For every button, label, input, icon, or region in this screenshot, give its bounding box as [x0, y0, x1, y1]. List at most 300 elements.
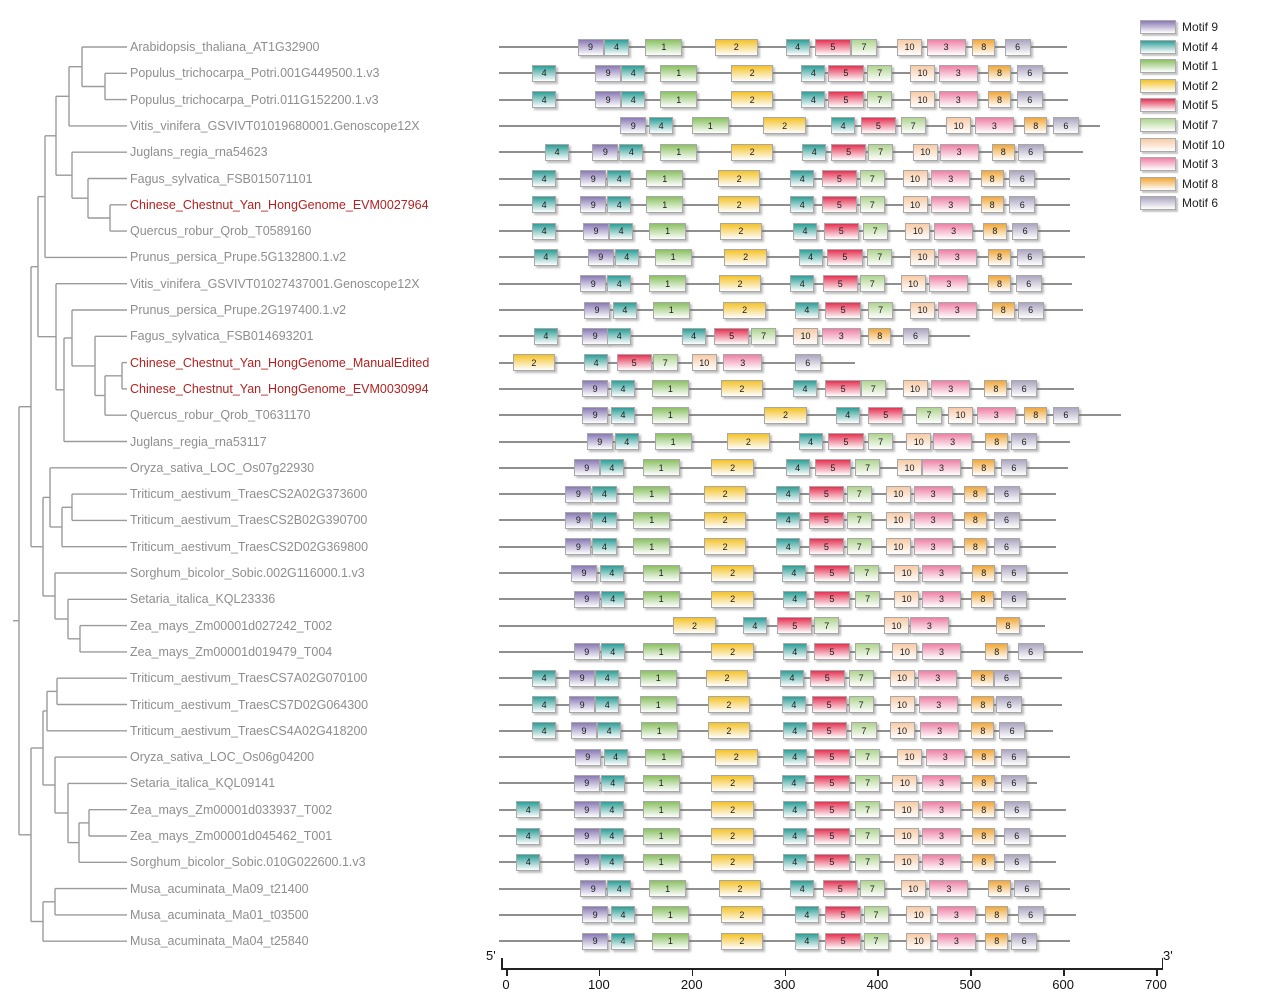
- motif-number: 9: [575, 541, 581, 552]
- motif-number: 2: [730, 778, 736, 789]
- motif-5-box: [777, 617, 812, 634]
- motif-9-box: [583, 223, 609, 240]
- motif-number: 3: [930, 541, 936, 552]
- motif-number: 2: [691, 620, 697, 631]
- motif-4-box: [611, 380, 635, 397]
- motif-9-box: [584, 302, 610, 319]
- motif-number: 4: [792, 804, 798, 815]
- motif-number: 5: [843, 94, 849, 105]
- motif-number: 4: [792, 725, 798, 736]
- motif-2-box: [673, 617, 716, 634]
- motif-number: 10: [893, 489, 904, 500]
- motif-number: 8: [997, 252, 1003, 263]
- motif-4-box: [783, 643, 807, 660]
- three-prime-label: 3': [1163, 948, 1173, 963]
- motif-10-box: [903, 380, 928, 397]
- axis-tick: [599, 970, 601, 976]
- motif-10-box: [913, 144, 938, 161]
- motif-number: 3: [938, 857, 944, 868]
- motif-number: 2: [722, 489, 728, 500]
- motif-1-box: [643, 459, 680, 476]
- motif-number: 9: [592, 936, 598, 947]
- motif-4-box: [615, 433, 639, 450]
- motif-number: 6: [1027, 252, 1033, 263]
- motif-number: 6: [1028, 646, 1034, 657]
- motif-2-box: [706, 670, 749, 687]
- motif-1-box: [643, 643, 680, 660]
- motif-3-box: [822, 328, 861, 345]
- motif-7-box: [751, 328, 776, 345]
- motif-5-box: [825, 380, 860, 397]
- motif-number: 10: [901, 804, 912, 815]
- motif-number: 4: [525, 804, 531, 815]
- axis-tick-label: 700: [1145, 977, 1167, 992]
- motif-number: 7: [878, 147, 884, 158]
- axis-tick: [970, 970, 972, 976]
- motif-number: 6: [1021, 383, 1027, 394]
- motif-7-box: [814, 617, 839, 634]
- motif-number: 4: [554, 147, 560, 158]
- motif-number: 1: [667, 936, 673, 947]
- motif-8-box: [972, 39, 995, 56]
- motif-2-box: [721, 380, 764, 397]
- motif-number: 9: [602, 147, 608, 158]
- motif-10-box: [910, 249, 935, 266]
- motif-number: 5: [826, 725, 832, 736]
- gene-line: [499, 72, 1068, 74]
- motif-3-box: [927, 39, 966, 56]
- motif-5-box: [814, 643, 849, 660]
- axis-tick-label: 500: [959, 977, 982, 992]
- motif-number: 4: [593, 357, 599, 368]
- motif-7-box: [901, 117, 926, 134]
- motif-4-box: [607, 880, 631, 897]
- motif-7-box: [855, 775, 880, 792]
- motif-number: 3: [838, 331, 844, 342]
- motif-number: 8: [981, 462, 987, 473]
- motif-number: 8: [981, 568, 987, 578]
- motif-number: 5: [829, 646, 835, 657]
- motif-4-box: [649, 117, 673, 134]
- motif-8-box: [972, 854, 995, 871]
- gene-label: Fagus_sylvatica_FSB015071101: [130, 171, 313, 186]
- motif-number: 2: [726, 725, 732, 736]
- motif-1-box: [643, 801, 680, 818]
- motif-4-box: [516, 801, 540, 818]
- motif-9-box: [582, 380, 608, 397]
- motif-7-box: [855, 801, 880, 818]
- motif-4-box: [611, 906, 635, 923]
- motif-number: 8: [877, 331, 883, 342]
- motif-number: 1: [656, 725, 662, 736]
- gene-label: Zea_mays_Zm00001d033937_T002: [130, 802, 333, 817]
- motif-number: 8: [1000, 147, 1006, 158]
- motif-number: 1: [658, 594, 664, 605]
- motif-5-box: [831, 144, 866, 161]
- motif-7-box: [861, 380, 886, 397]
- motif-number: 2: [730, 568, 736, 578]
- motif-number: 7: [824, 620, 830, 631]
- motif-number: 6: [1011, 752, 1017, 763]
- motif-7-box: [855, 828, 880, 845]
- motif-number: 4: [609, 857, 615, 868]
- motif-number: 4: [543, 331, 549, 342]
- motif-2-box: [763, 117, 806, 134]
- motif-number: 6: [1011, 568, 1017, 578]
- motif-number: 10: [917, 68, 928, 79]
- motif-number: 9: [579, 699, 585, 710]
- motif-2-box: [711, 828, 754, 845]
- motif-number: 3: [926, 620, 932, 631]
- motif-9-box: [575, 749, 601, 766]
- motif-number: 5: [829, 804, 835, 815]
- motif-1-box: [652, 906, 689, 923]
- motif-5-box: [861, 117, 896, 134]
- motif-number: 4: [543, 252, 549, 263]
- motif-number: 1: [661, 42, 667, 52]
- gene-label: Arabidopsis_thaliana_AT1G32900: [130, 40, 320, 54]
- motif-4-box: [600, 854, 624, 871]
- gene-line: [499, 625, 1045, 627]
- motif-number: 10: [899, 646, 910, 657]
- motif-6-box: [1001, 459, 1027, 476]
- motif-1-box: [633, 512, 670, 529]
- motif-4-box: [783, 801, 807, 818]
- motif-10-box: [897, 459, 922, 476]
- motif-number: 2: [730, 646, 736, 657]
- gene-label: Sorghum_bicolor_Sobic.002G116000.1.v3: [130, 566, 365, 580]
- motif-number: 10: [917, 94, 928, 105]
- motif-9-box: [565, 512, 591, 529]
- motif-4-box: [783, 722, 807, 739]
- motif-4-box: [607, 196, 631, 213]
- motif-3-box: [922, 801, 961, 818]
- motif-9-box: [565, 538, 591, 555]
- motif-10-box: [894, 591, 919, 608]
- motif-1-box: [649, 880, 686, 897]
- legend-label: Motif 8: [1182, 176, 1219, 191]
- motif-number: 4: [618, 226, 624, 237]
- motif-8-box: [988, 249, 1011, 266]
- motif-8-box: [985, 643, 1008, 660]
- legend-label: Motif 5: [1182, 98, 1219, 113]
- motif-number: 7: [873, 909, 879, 920]
- motif-number: 6: [1026, 278, 1032, 289]
- motif-6-box: [1004, 854, 1030, 871]
- motif-4-box: [604, 749, 628, 766]
- motif-4-box: [790, 196, 814, 213]
- motif-9-box: [569, 696, 595, 713]
- motif-number: 1: [658, 462, 664, 473]
- motif-1-box: [692, 117, 729, 134]
- motif-number: 4: [804, 305, 810, 315]
- motif-10-box: [903, 196, 928, 213]
- motif-4-box: [611, 407, 635, 424]
- motif-4-box: [783, 749, 807, 766]
- motif-number: 2: [531, 357, 537, 368]
- motif-7-box: [653, 354, 678, 371]
- motif-number: 2: [743, 252, 749, 263]
- motif-3-box: [914, 538, 953, 555]
- axis-tick-label: 100: [588, 977, 610, 992]
- motif-9-box: [574, 643, 600, 660]
- motif-number: 1: [665, 226, 671, 237]
- motif-3-box: [922, 854, 961, 871]
- motif-10-box: [946, 117, 971, 134]
- motif-8-box: [1024, 117, 1047, 134]
- motif-6-box: [1018, 643, 1044, 660]
- motif-6-box: [1053, 407, 1079, 424]
- motif-6-box: [1018, 144, 1044, 161]
- motif-number: 5: [826, 699, 832, 710]
- axis-end-riser: [501, 958, 503, 968]
- motif-3-box: [922, 459, 961, 476]
- motif-number: 3: [938, 594, 944, 605]
- motif-number: 8: [989, 173, 995, 184]
- motif-number: 9: [585, 752, 591, 763]
- motif-3-box: [922, 643, 961, 660]
- motif-10-box: [892, 775, 917, 792]
- motif-number: 10: [901, 594, 912, 605]
- motif-number: 9: [597, 436, 603, 447]
- motif-number: 9: [584, 646, 590, 657]
- motif-number: 4: [792, 646, 798, 657]
- motif-9-box: [592, 144, 618, 161]
- motif-8-box: [985, 433, 1008, 450]
- motif-3-box: [919, 696, 958, 713]
- motif-5-box: [827, 249, 862, 266]
- motif-6-box: [1053, 117, 1079, 134]
- motif-6-box: [1009, 196, 1035, 213]
- motif-number: 9: [584, 778, 590, 789]
- motif-10-box: [892, 643, 917, 660]
- motif-number: 7: [870, 383, 876, 394]
- motif-number: 6: [1011, 778, 1017, 789]
- motif-number: 10: [912, 226, 923, 237]
- motif-number: 7: [662, 357, 668, 368]
- motif-3-box: [922, 775, 961, 792]
- motif-10-box: [905, 223, 930, 240]
- motif-number: 2: [738, 226, 744, 237]
- motif-number: 10: [897, 673, 908, 684]
- motif-number: 4: [808, 252, 814, 263]
- motif-1-box: [633, 486, 670, 503]
- motif-2-box: [731, 144, 774, 161]
- motif-5-box: [828, 433, 863, 450]
- motif-1-box: [645, 749, 682, 766]
- gene-label: Musa_acuminata_Ma04_t25840: [130, 934, 309, 949]
- legend-swatch-motif-1: [1140, 59, 1176, 73]
- motif-4-box: [776, 538, 800, 555]
- motif-3-box: [975, 117, 1014, 134]
- motif-7-box: [847, 486, 872, 503]
- motif-number: 8: [997, 278, 1003, 289]
- motif-number: 6: [1003, 515, 1009, 526]
- motif-2-box: [731, 91, 774, 108]
- motif-7-box: [860, 275, 885, 292]
- motif-9-box: [569, 670, 595, 687]
- motif-number: 3: [942, 752, 948, 763]
- motif-3-box: [922, 828, 961, 845]
- motif-number: 9: [584, 831, 590, 841]
- motif-number: 4: [541, 673, 547, 684]
- motif-9-box: [565, 486, 591, 503]
- motif-number: 3: [930, 489, 936, 500]
- motif-number: 5: [883, 410, 889, 421]
- motif-number: 6: [1003, 541, 1009, 552]
- motif-number: 8: [972, 515, 978, 526]
- motif-3-box: [938, 302, 977, 319]
- motif-8-box: [972, 565, 995, 582]
- motif-1-box: [655, 433, 692, 450]
- motif-number: 10: [955, 410, 966, 421]
- motif-2-box: [711, 643, 754, 660]
- motif-number: 4: [610, 646, 616, 657]
- motif-1-box: [643, 854, 680, 871]
- motif-number: 3: [938, 462, 944, 473]
- motif-9-box: [582, 328, 608, 345]
- motif-4-box: [621, 91, 645, 108]
- motif-8-box: [972, 828, 995, 845]
- legend-label: Motif 4: [1182, 39, 1219, 54]
- gene-label: Musa_acuminata_Ma01_t03500: [130, 907, 309, 922]
- gene-label: Setaria_italica_KQL23336: [130, 592, 276, 607]
- motif-10-box: [910, 302, 935, 319]
- gene-label: Chinese_Chestnut_Yan_HongGenome_EVM0030994: [130, 381, 429, 396]
- motif-number: 4: [606, 725, 612, 736]
- motif-5-box: [814, 591, 849, 608]
- motif-number: 3: [954, 252, 960, 263]
- motif-10-box: [901, 880, 926, 897]
- motif-4-box: [532, 65, 556, 82]
- motif-number: 10: [899, 778, 910, 789]
- motif-number: 4: [792, 831, 798, 841]
- motif-number: 4: [622, 305, 628, 315]
- motif-4-box: [793, 223, 817, 240]
- motif-number: 4: [752, 620, 758, 631]
- motif-number: 2: [749, 94, 755, 105]
- legend-swatch-motif-4: [1140, 40, 1176, 54]
- motif-number: 4: [811, 147, 817, 158]
- motif-10-box: [884, 617, 909, 634]
- motif-number: 3: [956, 147, 962, 158]
- motif-3-box: [939, 65, 978, 82]
- motif-8-box: [972, 749, 995, 766]
- motif-number: 3: [955, 94, 961, 105]
- motif-8-box: [964, 486, 987, 503]
- motif-7-box: [867, 65, 892, 82]
- motif-number: 3: [938, 831, 944, 841]
- motif-9-box: [574, 801, 600, 818]
- motif-number: 2: [739, 383, 745, 394]
- motif-1-box: [643, 775, 680, 792]
- gene-label: Triticum_aestivum_TraesCS7A02G070100: [130, 671, 368, 686]
- motif-7-box: [860, 880, 885, 897]
- motif-number: 2: [782, 410, 788, 421]
- motif-number: 4: [610, 594, 616, 605]
- motif-number: 6: [1027, 94, 1033, 105]
- motif-number: 10: [910, 173, 921, 184]
- motif-number: 8: [981, 752, 987, 763]
- motif-number: 7: [858, 673, 864, 684]
- motif-9-box: [580, 170, 606, 187]
- motif-number: 2: [724, 673, 730, 684]
- motif-1-box: [645, 39, 682, 56]
- motif-number: 10: [901, 857, 912, 868]
- motif-number: 1: [667, 410, 673, 421]
- motif-number: 5: [631, 357, 637, 368]
- motif-4-box: [801, 65, 825, 82]
- motif-number: 4: [799, 173, 805, 184]
- motif-4-box: [776, 486, 800, 503]
- motif-7-box: [854, 565, 879, 582]
- motif-2-box: [711, 565, 754, 582]
- gene-label: Triticum_aestivum_TraesCS2D02G369800: [130, 539, 369, 554]
- motif-number: 7: [861, 42, 867, 52]
- gene-label: Chinese_Chestnut_Yan_HongGenome_ManualEdited: [130, 355, 430, 370]
- gene-line: [499, 441, 1070, 443]
- motif-5-box: [809, 512, 844, 529]
- legend-label: Motif 2: [1182, 78, 1219, 93]
- motif-number: 7: [865, 752, 871, 763]
- motif-4-box: [534, 249, 558, 266]
- motif-number: 5: [843, 68, 849, 79]
- motif-6-box: [1005, 39, 1031, 56]
- motif-number: 3: [948, 199, 954, 210]
- motif-5-box: [822, 196, 857, 213]
- motif-4-box: [592, 486, 616, 503]
- motif-number: 3: [935, 673, 941, 684]
- motif-number: 7: [864, 568, 870, 578]
- motif-3-box: [926, 749, 965, 766]
- motif-number: 4: [541, 199, 547, 210]
- motif-4-box: [783, 828, 807, 845]
- gene-label: Triticum_aestivum_TraesCS2A02G373600: [130, 487, 368, 502]
- motif-number: 1: [667, 383, 673, 394]
- motif-number: 5: [729, 331, 735, 342]
- motif-number: 5: [829, 568, 835, 578]
- motif-number: 4: [785, 489, 791, 500]
- motif-number: 5: [829, 594, 835, 605]
- motif-number: 9: [630, 120, 636, 131]
- motif-8-box: [972, 775, 995, 792]
- motif-number: 5: [840, 936, 846, 947]
- motif-5-box: [617, 354, 652, 371]
- motif-9-box: [582, 407, 608, 424]
- gene-label: Oryza_sativa_LOC_Os07g22930: [130, 460, 315, 475]
- motif-number: 10: [901, 831, 912, 841]
- motif-2-box: [704, 486, 747, 503]
- motif-number: 6: [1028, 305, 1034, 315]
- motif-3-box: [914, 512, 953, 529]
- motif-10-box: [903, 170, 928, 187]
- motif-4-box: [795, 906, 819, 923]
- motif-number: 5: [836, 173, 842, 184]
- motif-number: 1: [649, 541, 655, 552]
- motif-6-box: [1017, 91, 1043, 108]
- motif-number: 4: [601, 541, 607, 552]
- motif-5-box: [814, 854, 849, 871]
- motif-number: 1: [665, 278, 671, 289]
- motif-number: 1: [707, 120, 713, 131]
- motif-5-box: [825, 302, 860, 319]
- motif-number: 7: [865, 831, 871, 841]
- motif-8-box: [981, 170, 1004, 187]
- motif-9-box: [580, 196, 606, 213]
- gene-label: Sorghum_bicolor_Sobic.010G022600.1.v3: [130, 855, 366, 870]
- motif-number: 1: [658, 778, 664, 789]
- gene-label: Setaria_italica_KQL09141: [130, 776, 276, 791]
